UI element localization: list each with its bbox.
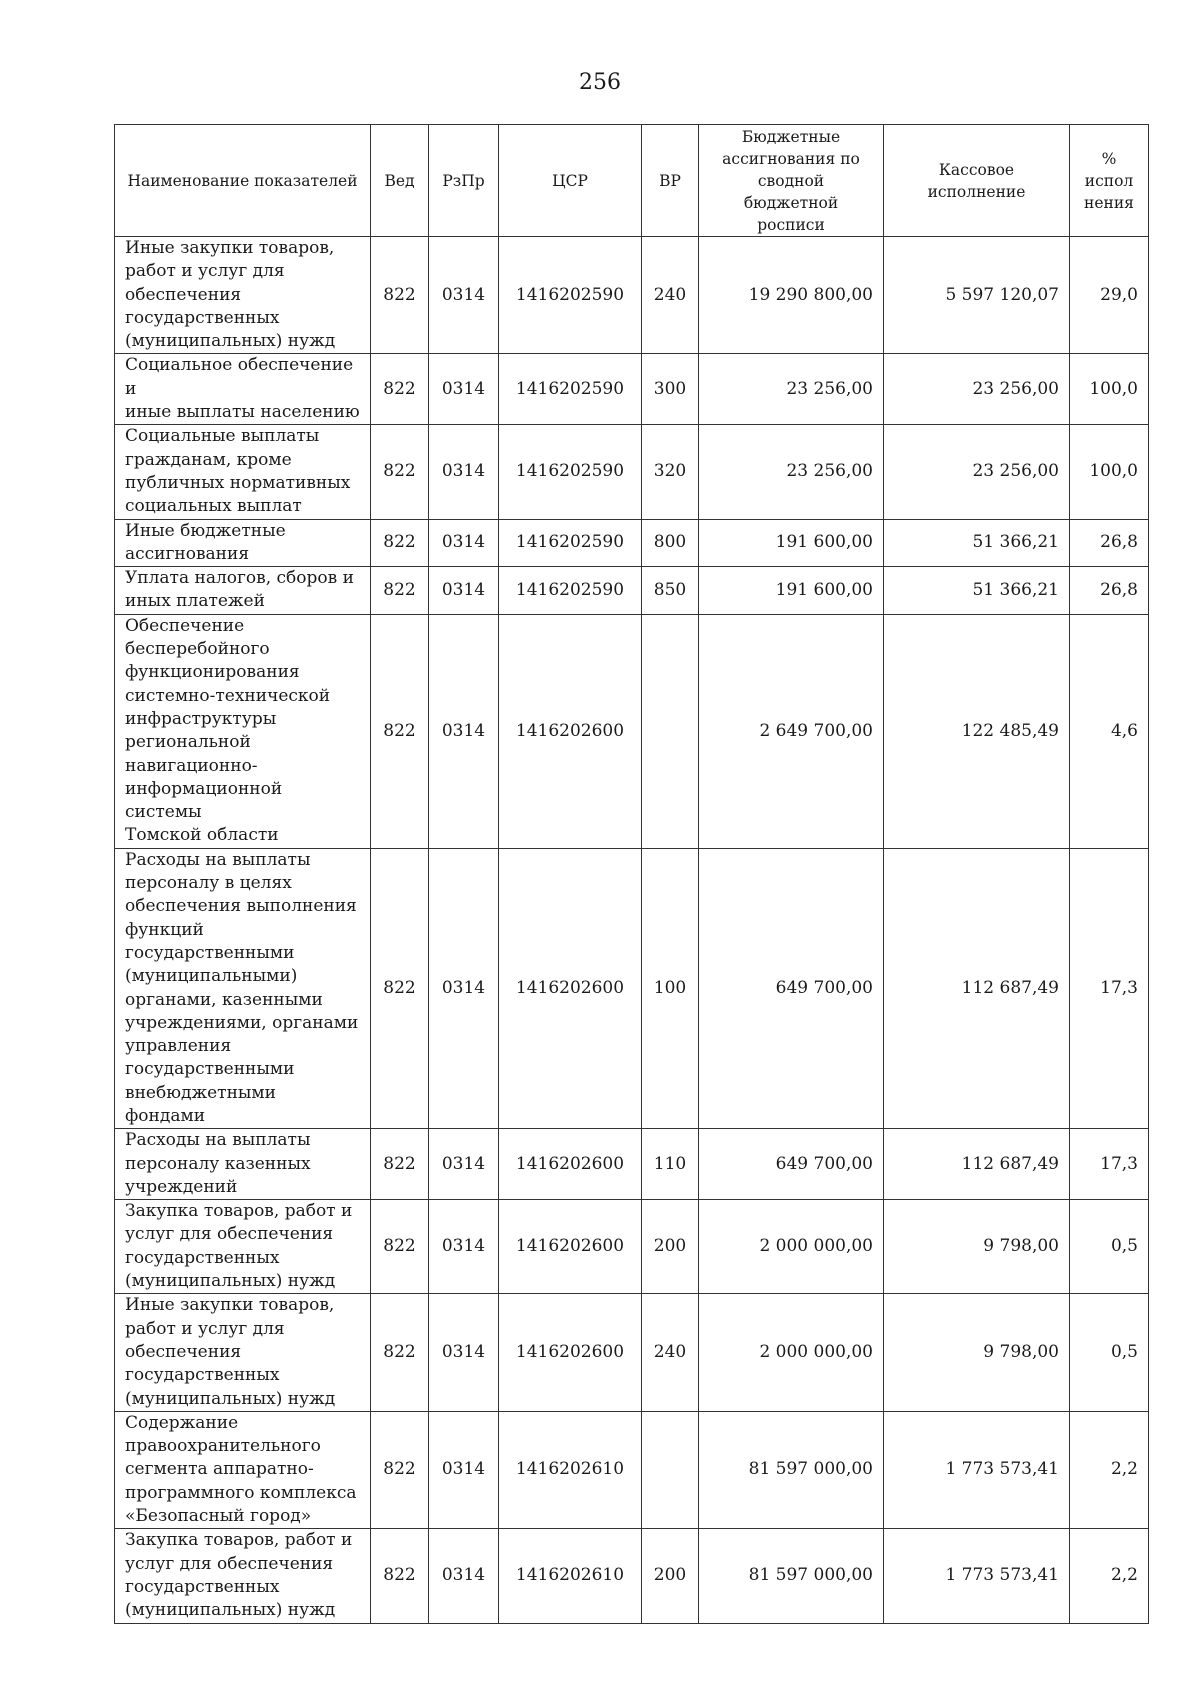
row-name-line: иных платежей — [125, 591, 265, 612]
row-rzpr: 0314 — [429, 237, 499, 354]
row-vr: 800 — [642, 519, 699, 567]
row-name-line: государственных — [125, 1365, 280, 1386]
row-ved: 822 — [371, 1529, 429, 1623]
row-pct: 0,5 — [1070, 1294, 1149, 1411]
row-ved: 822 — [371, 848, 429, 1129]
row-ved: 822 — [371, 614, 429, 848]
row-name-line: персоналу казенных — [125, 1153, 311, 1174]
row-name — [115, 1294, 371, 1411]
row-name — [115, 425, 371, 519]
row-name — [115, 1529, 371, 1623]
row-name-line: государственных — [125, 1576, 280, 1597]
row-name-line: гражданам, кроме — [125, 449, 292, 470]
row-kassa: 122 485,49 — [884, 614, 1070, 848]
row-kassa: 51 366,21 — [884, 567, 1070, 615]
row-budget: 81 597 000,00 — [699, 1529, 884, 1623]
row-budget: 2 649 700,00 — [699, 614, 884, 848]
row-name-line: работ и услуг для — [125, 1318, 285, 1339]
row-name-line: обеспечения — [125, 284, 242, 305]
row-name-line: региональной — [125, 732, 251, 753]
row-name — [115, 1411, 371, 1528]
header-pct-line: нения — [1084, 193, 1134, 212]
row-vr: 200 — [642, 1200, 699, 1294]
row-pct: 29,0 — [1070, 237, 1149, 354]
row-kassa: 5 597 120,07 — [884, 237, 1070, 354]
row-pct: 26,8 — [1070, 519, 1149, 567]
row-csr: 1416202610 — [499, 1411, 642, 1528]
row-budget: 191 600,00 — [699, 519, 884, 567]
row-vr: 240 — [642, 237, 699, 354]
row-vr: 100 — [642, 848, 699, 1129]
header-kassa — [884, 125, 1070, 237]
row-name-line: внебюджетными фондами — [125, 1082, 276, 1126]
budget-table — [114, 124, 1149, 1624]
row-name-line: (муниципальных) нужд — [125, 331, 336, 352]
row-csr: 1416202600 — [499, 1129, 642, 1200]
row-kassa: 23 256,00 — [884, 354, 1070, 425]
header-kassa-line: Кассовое — [938, 160, 1015, 179]
header-row — [115, 125, 1149, 237]
row-name-line: Уплата налогов, сборов и — [125, 568, 354, 589]
row-pct: 26,8 — [1070, 567, 1149, 615]
header-csr: ЦСР — [499, 125, 642, 237]
header-ved: Вед — [371, 125, 429, 237]
header-budget-line: Бюджетные — [741, 127, 841, 146]
row-kassa: 112 687,49 — [884, 848, 1070, 1129]
row-name-line: работ и услуг для — [125, 261, 285, 282]
table-row — [115, 237, 1149, 354]
row-name-line: органами, казенными — [125, 989, 323, 1010]
row-vr — [642, 1411, 699, 1528]
row-ved: 822 — [371, 519, 429, 567]
table-row — [115, 848, 1149, 1129]
row-rzpr: 0314 — [429, 354, 499, 425]
row-name-line: инфраструктуры — [125, 708, 277, 729]
row-name-line: Расходы на выплаты — [125, 849, 311, 870]
row-name-line: услуг для обеспечения — [125, 1553, 334, 1574]
table-row — [115, 1200, 1149, 1294]
table-body — [115, 237, 1149, 1624]
header-budget — [699, 125, 884, 237]
header-budget-line: бюджетной — [743, 193, 839, 212]
row-name-line: функций — [125, 919, 204, 940]
row-name-line: обеспечения — [125, 1341, 242, 1362]
row-name — [115, 848, 371, 1129]
row-rzpr: 0314 — [429, 1411, 499, 1528]
row-name-line: персоналу в целях — [125, 873, 292, 894]
row-name-line: Закупка товаров, работ и — [125, 1201, 353, 1222]
row-budget: 23 256,00 — [699, 354, 884, 425]
header-budget-line: сводной — [757, 171, 825, 190]
row-ved: 822 — [371, 354, 429, 425]
row-kassa: 112 687,49 — [884, 1129, 1070, 1200]
row-kassa: 9 798,00 — [884, 1294, 1070, 1411]
header-name: Наименование показателей — [115, 125, 371, 237]
row-name-line: программного комплекса — [125, 1482, 357, 1503]
row-name-line: (муниципальных) нужд — [125, 1600, 336, 1621]
row-name-line: «Безопасный город» — [125, 1506, 312, 1527]
row-budget: 191 600,00 — [699, 567, 884, 615]
row-name-line: учреждений — [125, 1176, 238, 1197]
row-name-line: Томской области — [125, 825, 279, 846]
page-number: 256 — [579, 70, 621, 95]
row-ved: 822 — [371, 1294, 429, 1411]
row-name-line: социальных выплат — [125, 496, 302, 517]
row-name-line: Содержание — [125, 1412, 239, 1433]
row-name-line: Социальное обеспечение и — [125, 355, 354, 399]
table-row — [115, 425, 1149, 519]
row-csr: 1416202610 — [499, 1529, 642, 1623]
row-csr: 1416202600 — [499, 848, 642, 1129]
header-pct-line: испол — [1084, 171, 1134, 190]
row-rzpr: 0314 — [429, 848, 499, 1129]
row-kassa: 23 256,00 — [884, 425, 1070, 519]
row-ved: 822 — [371, 1200, 429, 1294]
row-ved: 822 — [371, 425, 429, 519]
row-budget: 649 700,00 — [699, 1129, 884, 1200]
row-name-line: функционирования — [125, 662, 300, 683]
table-row — [115, 1294, 1149, 1411]
row-rzpr: 0314 — [429, 1200, 499, 1294]
row-name-line: информационной системы — [125, 778, 283, 823]
row-csr: 1416202590 — [499, 354, 642, 425]
row-name-line: государственных — [125, 307, 280, 328]
row-name — [115, 354, 371, 425]
row-name-line: Иные бюджетные — [125, 520, 286, 541]
header-budget-line: росписи — [757, 215, 825, 234]
row-name-line: Иные закупки товаров, — [125, 238, 335, 258]
row-name-line: навигационно- — [125, 755, 258, 776]
row-name-line: (муниципальными) — [125, 966, 298, 987]
row-name-line: системно-технической — [125, 685, 331, 706]
row-budget: 2 000 000,00 — [699, 1200, 884, 1294]
row-kassa: 1 773 573,41 — [884, 1529, 1070, 1623]
row-name-line: Социальные выплаты — [125, 426, 320, 447]
row-name-line: услуг для обеспечения — [125, 1224, 334, 1245]
row-name — [115, 614, 371, 848]
table-row — [115, 519, 1149, 567]
row-name-line: иные выплаты населению — [125, 402, 360, 423]
row-name — [115, 1200, 371, 1294]
row-vr: 240 — [642, 1294, 699, 1411]
row-pct: 0,5 — [1070, 1200, 1149, 1294]
row-rzpr: 0314 — [429, 567, 499, 615]
row-budget: 23 256,00 — [699, 425, 884, 519]
row-kassa: 9 798,00 — [884, 1200, 1070, 1294]
row-ved: 822 — [371, 567, 429, 615]
row-csr: 1416202590 — [499, 425, 642, 519]
row-name-line: обеспечения выполнения — [125, 896, 357, 917]
row-pct: 100,0 — [1070, 425, 1149, 519]
row-vr: 110 — [642, 1129, 699, 1200]
row-name-line: (муниципальных) нужд — [125, 1388, 336, 1409]
row-name-line: Обеспечение — [125, 615, 245, 636]
row-name — [115, 567, 371, 615]
row-name-line: управления — [125, 1036, 232, 1057]
row-name — [115, 1129, 371, 1200]
header-vr: ВР — [642, 125, 699, 237]
row-pct: 17,3 — [1070, 848, 1149, 1129]
row-pct: 2,2 — [1070, 1529, 1149, 1623]
row-csr: 1416202590 — [499, 567, 642, 615]
table-row — [115, 614, 1149, 848]
row-budget: 2 000 000,00 — [699, 1294, 884, 1411]
row-name-line: (муниципальных) нужд — [125, 1271, 336, 1292]
row-rzpr: 0314 — [429, 425, 499, 519]
header-budget-line: ассигнования по — [722, 149, 860, 168]
row-csr: 1416202600 — [499, 1294, 642, 1411]
row-rzpr: 0314 — [429, 1529, 499, 1623]
header-kassa-line: исполнение — [927, 182, 1026, 201]
row-pct: 2,2 — [1070, 1411, 1149, 1528]
row-pct: 17,3 — [1070, 1129, 1149, 1200]
row-kassa: 51 366,21 — [884, 519, 1070, 567]
row-pct: 100,0 — [1070, 354, 1149, 425]
row-name-line: Закупка товаров, работ и — [125, 1530, 353, 1551]
table-row — [115, 1529, 1149, 1623]
header-pct-line: % — [1101, 149, 1117, 168]
row-budget: 19 290 800,00 — [699, 237, 884, 354]
row-name — [115, 519, 371, 567]
row-vr: 300 — [642, 354, 699, 425]
header-pct — [1070, 125, 1149, 237]
row-rzpr: 0314 — [429, 614, 499, 848]
row-rzpr: 0314 — [429, 1129, 499, 1200]
row-name-line: государственными — [125, 1059, 295, 1080]
row-name-line: сегмента аппаратно- — [125, 1459, 314, 1480]
row-pct: 4,6 — [1070, 614, 1149, 848]
row-name-line: бесперебойного — [125, 639, 270, 660]
row-csr: 1416202600 — [499, 1200, 642, 1294]
table-row — [115, 1411, 1149, 1528]
row-name-line: правоохранительного — [125, 1436, 321, 1457]
row-rzpr: 0314 — [429, 1294, 499, 1411]
row-name-line: государственных — [125, 1247, 280, 1268]
row-name-line: Иные закупки товаров, — [125, 1295, 335, 1316]
row-csr: 1416202590 — [499, 519, 642, 567]
row-vr — [642, 614, 699, 848]
row-budget: 81 597 000,00 — [699, 1411, 884, 1528]
row-csr: 1416202600 — [499, 614, 642, 848]
row-name-line: ассигнования — [125, 543, 250, 564]
row-ved: 822 — [371, 1411, 429, 1528]
table-row — [115, 1129, 1149, 1200]
row-csr: 1416202590 — [499, 237, 642, 354]
row-name — [115, 237, 371, 354]
row-name-line: публичных нормативных — [125, 472, 351, 493]
header-rzpr: РзПр — [429, 125, 499, 237]
row-kassa: 1 773 573,41 — [884, 1411, 1070, 1528]
row-vr: 320 — [642, 425, 699, 519]
table-row — [115, 354, 1149, 425]
row-name-line: учреждениями, органами — [125, 1012, 359, 1033]
table-row — [115, 567, 1149, 615]
row-budget: 649 700,00 — [699, 848, 884, 1129]
row-vr: 850 — [642, 567, 699, 615]
row-rzpr: 0314 — [429, 519, 499, 567]
row-name-line: государственными — [125, 942, 295, 963]
row-vr: 200 — [642, 1529, 699, 1623]
row-ved: 822 — [371, 237, 429, 354]
row-ved: 822 — [371, 1129, 429, 1200]
row-name-line: Расходы на выплаты — [125, 1130, 311, 1151]
